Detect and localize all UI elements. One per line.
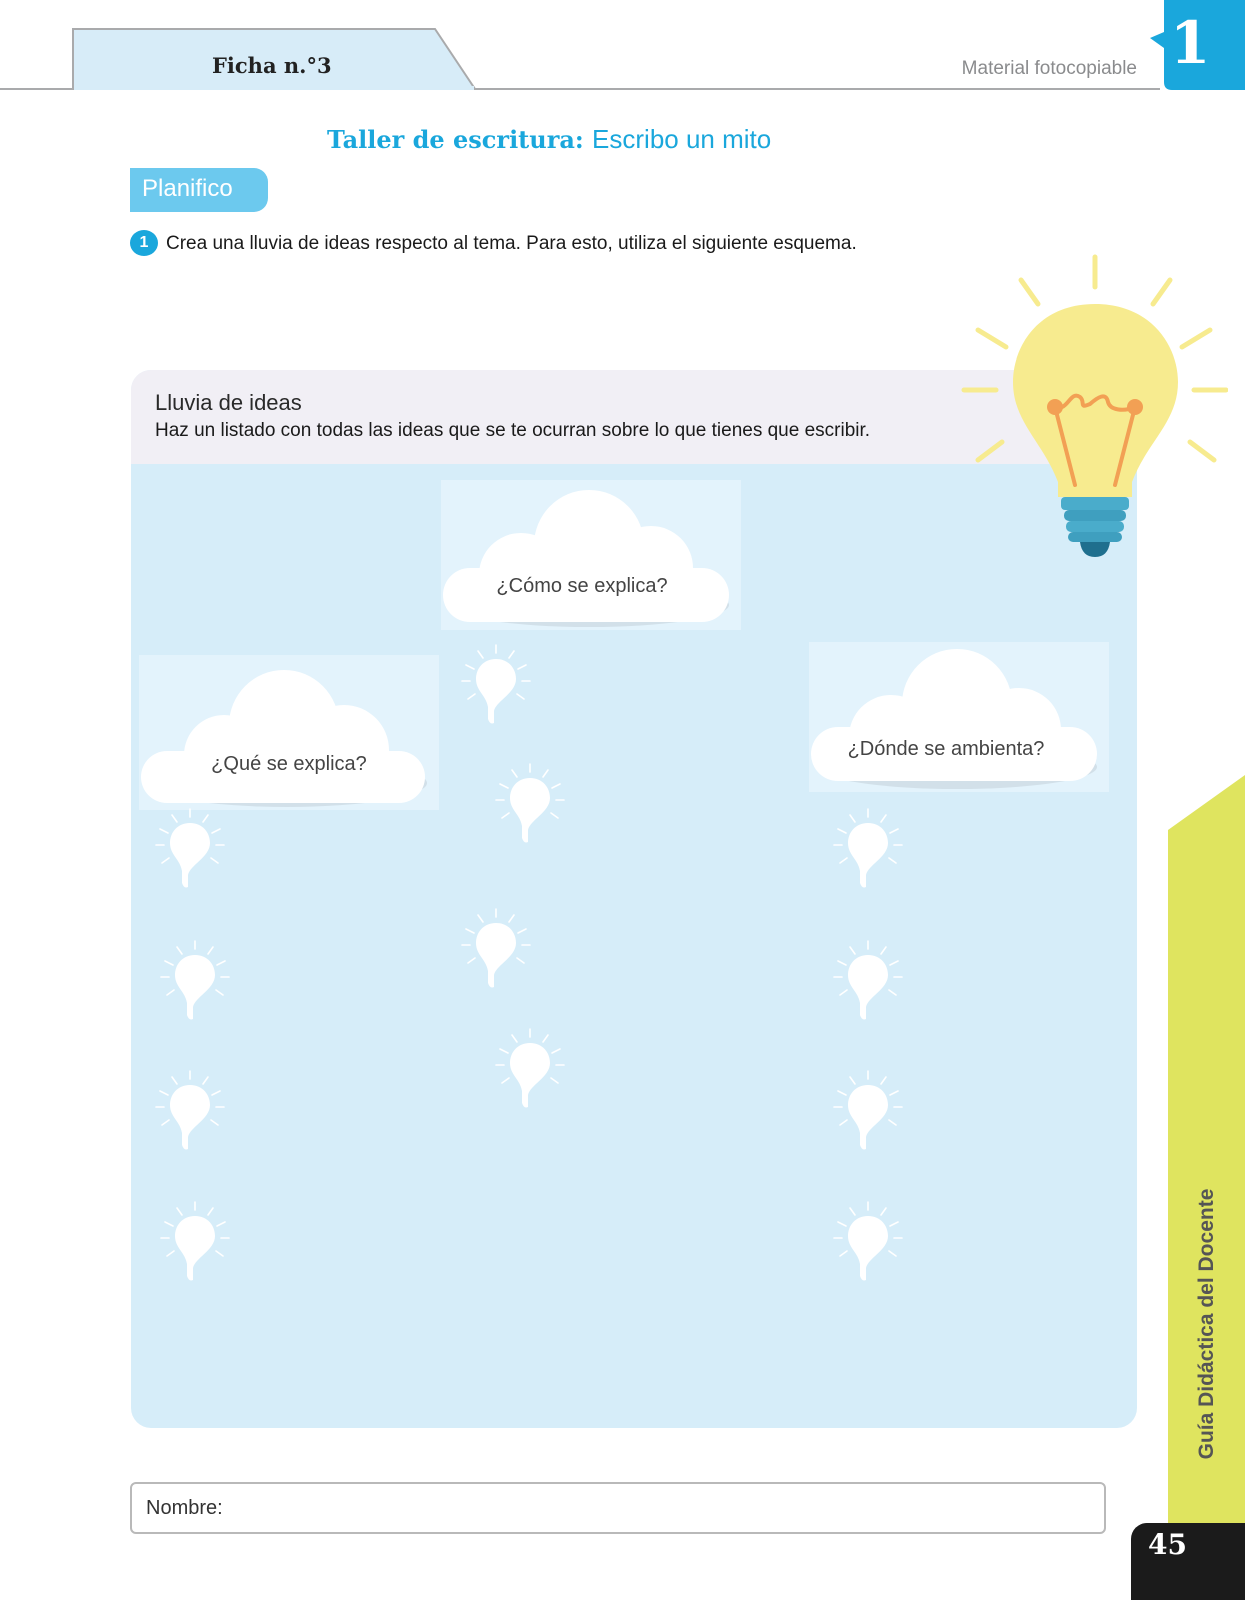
board-title: Lluvia de ideas bbox=[155, 390, 302, 415]
page-number: 45 bbox=[1148, 1528, 1187, 1561]
cloud-label-como: ¿Cómo se explica? bbox=[496, 575, 668, 597]
idea-bulb-icon bbox=[828, 1067, 908, 1157]
idea-bulb-icon bbox=[490, 760, 570, 850]
cloud-label-donde: ¿Dónde se ambienta? bbox=[847, 738, 1045, 760]
idea-bulb-icon bbox=[456, 641, 536, 731]
unit-number: 1 bbox=[1170, 9, 1211, 77]
title-bold: Taller de escritura: bbox=[327, 125, 584, 154]
title-regular: Escribo un mito bbox=[592, 124, 772, 154]
question-text: Crea una lluvia de ideas respecto al tema. Para esto, utiliza el siguiente esquema. bbox=[166, 233, 857, 254]
idea-bulb-icon bbox=[490, 1025, 570, 1115]
ficha-label: Ficha n.°3 bbox=[212, 53, 332, 78]
lightbulb-icon bbox=[958, 252, 1228, 562]
question-number: 1 bbox=[130, 230, 158, 256]
page-title bbox=[327, 124, 771, 155]
idea-bulb-icon bbox=[828, 805, 908, 895]
idea-bulb-icon bbox=[828, 1198, 908, 1288]
material-label: Material fotocopiable bbox=[961, 58, 1137, 79]
name-field-label: Nombre: bbox=[146, 1497, 223, 1519]
idea-bulb-icon bbox=[155, 937, 235, 1027]
section-label-text: Planifico bbox=[142, 175, 233, 202]
board-subtitle: Haz un listado con todas las ideas que se te ocurran sobre lo que tienes que escribir. bbox=[155, 420, 871, 441]
side-label: Guía Didáctica del Docente bbox=[1195, 1188, 1218, 1460]
idea-bulb-icon bbox=[150, 1067, 230, 1157]
idea-bulb-icon bbox=[150, 805, 230, 895]
idea-bulb-icon bbox=[155, 1198, 235, 1288]
cloud-shape-donde bbox=[809, 642, 1109, 792]
cloud-shape-como bbox=[441, 480, 741, 630]
idea-bulb-icon bbox=[828, 937, 908, 1027]
section-label bbox=[130, 168, 268, 212]
cloud-label-que: ¿Qué se explica? bbox=[211, 753, 367, 775]
cloud-shape-que bbox=[139, 655, 439, 810]
idea-bulb-icon bbox=[456, 905, 536, 995]
name-field[interactable] bbox=[130, 1482, 1106, 1534]
